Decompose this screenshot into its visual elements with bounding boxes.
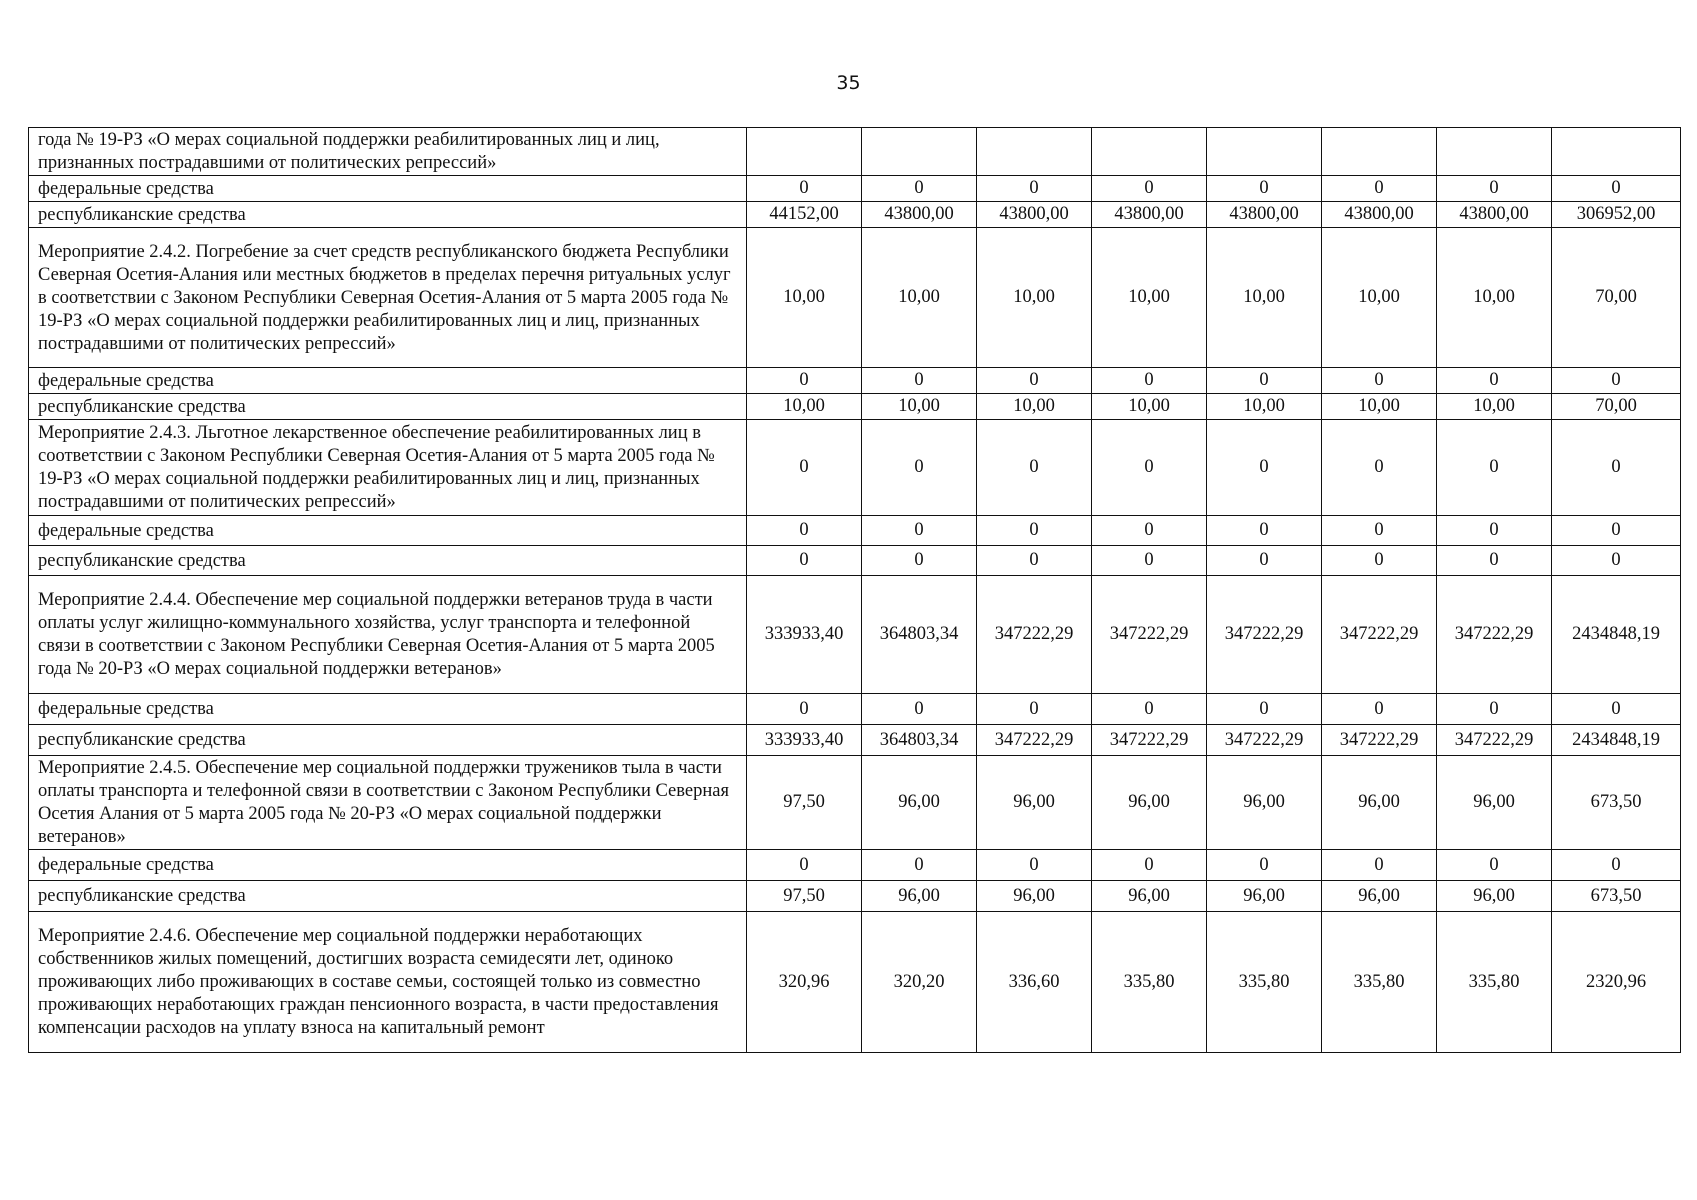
- year-value-cell: 0: [1092, 368, 1207, 394]
- year-value-cell: 0: [1092, 850, 1207, 881]
- table-body: [29, 128, 1681, 1053]
- year-value-cell: 0: [862, 516, 977, 546]
- year-value-cell: 96,00: [862, 881, 977, 912]
- year-value-cell: 10,00: [862, 228, 977, 368]
- page-number: 35: [836, 72, 861, 94]
- year-value-cell: 320,96: [747, 912, 862, 1053]
- year-value-cell: 10,00: [862, 394, 977, 420]
- year-value-cell: 0: [1092, 516, 1207, 546]
- year-value-cell: 43800,00: [977, 202, 1092, 228]
- year-value-cell: 0: [1322, 368, 1437, 394]
- year-value-cell: 96,00: [977, 756, 1092, 850]
- year-value-cell: 364803,34: [862, 725, 977, 756]
- total-cell: 0: [1552, 368, 1681, 394]
- year-value-cell: 43800,00: [1207, 202, 1322, 228]
- year-value-cell: 364803,34: [862, 576, 977, 694]
- year-value-cell: 10,00: [1437, 394, 1552, 420]
- row-label: федеральные средства: [29, 850, 747, 881]
- year-value-cell: 96,00: [1092, 756, 1207, 850]
- year-value-cell: 0: [862, 420, 977, 516]
- year-value-cell: 0: [862, 850, 977, 881]
- year-value-cell: 0: [747, 368, 862, 394]
- year-value-cell: 347222,29: [1322, 576, 1437, 694]
- year-value-cell: 97,50: [747, 756, 862, 850]
- year-value-cell: 97,50: [747, 881, 862, 912]
- measure-row: [29, 912, 1681, 1053]
- total-cell: [1552, 128, 1681, 176]
- year-value-cell: 96,00: [1437, 756, 1552, 850]
- year-value-cell: 0: [1207, 368, 1322, 394]
- total-cell: 306952,00: [1552, 202, 1681, 228]
- row-label: Мероприятие 2.4.4. Обеспечение мер социальной поддержки ветеранов труда в части оплаты услуг жилищно-коммунального хозяйства, услуг транспорта и телефонной связи в соответствии с Законом Республики Северная Осетия-Алания от 5 марта 2005 года № 20-РЗ «О мерах социальной поддержки ветеранов»: [29, 576, 747, 694]
- year-value-cell: [1322, 128, 1437, 176]
- year-value-cell: 10,00: [1322, 228, 1437, 368]
- year-value-cell: 0: [1207, 176, 1322, 202]
- year-value-cell: [862, 128, 977, 176]
- total-cell: 2434848,19: [1552, 725, 1681, 756]
- year-value-cell: 0: [1437, 850, 1552, 881]
- year-value-cell: 0: [977, 694, 1092, 725]
- year-value-cell: 333933,40: [747, 576, 862, 694]
- year-value-cell: 0: [1207, 420, 1322, 516]
- year-value-cell: 43800,00: [1092, 202, 1207, 228]
- year-value-cell: 347222,29: [1207, 725, 1322, 756]
- funding-source-row: [29, 850, 1681, 881]
- row-label: федеральные средства: [29, 176, 747, 202]
- total-cell: 0: [1552, 694, 1681, 725]
- year-value-cell: 0: [1322, 176, 1437, 202]
- total-cell: 2434848,19: [1552, 576, 1681, 694]
- year-value-cell: [1207, 128, 1322, 176]
- funding-source-row: [29, 516, 1681, 546]
- year-value-cell: 10,00: [1437, 228, 1552, 368]
- year-value-cell: 0: [1207, 850, 1322, 881]
- row-label: федеральные средства: [29, 694, 747, 725]
- year-value-cell: 96,00: [1207, 881, 1322, 912]
- year-value-cell: 0: [862, 694, 977, 725]
- row-label: Мероприятие 2.4.5. Обеспечение мер социальной поддержки тружеников тыла в части оплаты транспорта и телефонной связи в соответствии с Законом Республики Северная Осетия Алания от 5 марта 2005 года № 20-РЗ «О мерах социальной поддержки ветеранов»: [29, 756, 747, 850]
- year-value-cell: 0: [747, 694, 862, 725]
- year-value-cell: 0: [1207, 694, 1322, 725]
- row-label: республиканские средства: [29, 725, 747, 756]
- year-value-cell: 347222,29: [1322, 725, 1437, 756]
- total-cell: 673,50: [1552, 881, 1681, 912]
- total-cell: 673,50: [1552, 756, 1681, 850]
- total-cell: 0: [1552, 850, 1681, 881]
- row-label: Мероприятие 2.4.3. Льготное лекарственное обеспечение реабилитированных лиц в соответствии с Законом Республики Северная Осетия-Алания от 5 марта 2005 года № 19-РЗ «О мерах социальной поддержки реабилитированных лиц и лиц, признанных пострадавшими от политических репрессий»: [29, 420, 747, 516]
- row-label: Мероприятие 2.4.2. Погребение за счет средств республиканского бюджета Республики Северная Осетия-Алания или местных бюджетов в пределах перечня ритуальных услуг в соответствии с Законом Республики Северная Осетия-Алания от 5 марта 2005 года № 19-РЗ «О мерах социальной поддержки реабилитированных лиц и лиц, признанных пострадавшими от политических репрессий»: [29, 228, 747, 368]
- row-label: федеральные средства: [29, 516, 747, 546]
- year-value-cell: 0: [1437, 694, 1552, 725]
- year-value-cell: 96,00: [1207, 756, 1322, 850]
- year-value-cell: 0: [747, 850, 862, 881]
- measure-row: [29, 228, 1681, 368]
- year-value-cell: 335,80: [1207, 912, 1322, 1053]
- year-value-cell: 10,00: [747, 228, 862, 368]
- row-label: республиканские средства: [29, 881, 747, 912]
- year-value-cell: 43800,00: [1437, 202, 1552, 228]
- year-value-cell: 0: [862, 368, 977, 394]
- year-value-cell: 347222,29: [977, 725, 1092, 756]
- year-value-cell: 0: [977, 176, 1092, 202]
- year-value-cell: 0: [1437, 546, 1552, 576]
- row-label: федеральные средства: [29, 368, 747, 394]
- year-value-cell: 10,00: [1092, 394, 1207, 420]
- funding-source-row: [29, 725, 1681, 756]
- funding-source-row: [29, 546, 1681, 576]
- row-label: года № 19-РЗ «О мерах социальной поддержки реабилитированных лиц и лиц, признанных пострадавшими от политических репрессий»: [29, 128, 747, 176]
- total-cell: 70,00: [1552, 228, 1681, 368]
- year-value-cell: 10,00: [1322, 394, 1437, 420]
- year-value-cell: 96,00: [1092, 881, 1207, 912]
- year-value-cell: 0: [1092, 546, 1207, 576]
- total-cell: 0: [1552, 176, 1681, 202]
- year-value-cell: 44152,00: [747, 202, 862, 228]
- measure-row: [29, 756, 1681, 850]
- year-value-cell: 0: [1092, 694, 1207, 725]
- total-cell: 0: [1552, 546, 1681, 576]
- year-value-cell: [977, 128, 1092, 176]
- year-value-cell: 0: [977, 546, 1092, 576]
- year-value-cell: [747, 128, 862, 176]
- funding-source-row: [29, 368, 1681, 394]
- year-value-cell: 10,00: [1207, 228, 1322, 368]
- funding-source-row: [29, 694, 1681, 725]
- year-value-cell: 96,00: [1322, 881, 1437, 912]
- year-value-cell: 10,00: [1092, 228, 1207, 368]
- year-value-cell: 0: [1437, 420, 1552, 516]
- measure-row: [29, 420, 1681, 516]
- row-label: республиканские средства: [29, 546, 747, 576]
- year-value-cell: 333933,40: [747, 725, 862, 756]
- year-value-cell: 0: [1437, 368, 1552, 394]
- year-value-cell: 0: [1322, 546, 1437, 576]
- row-label: Мероприятие 2.4.6. Обеспечение мер социальной поддержки неработающих собственников жилых помещений, достигших возраста семидесяти лет, одиноко проживающих либо проживающих в составе семьи, состоящей только из совместно проживающих неработающих граждан пенсионного возраста, в части предоставления компенсации расходов на уплату взноса на капитальный ремонт: [29, 912, 747, 1053]
- total-cell: 0: [1552, 420, 1681, 516]
- funding-source-row: [29, 881, 1681, 912]
- year-value-cell: 0: [1437, 516, 1552, 546]
- year-value-cell: 0: [747, 420, 862, 516]
- year-value-cell: 0: [1207, 516, 1322, 546]
- year-value-cell: 0: [1322, 420, 1437, 516]
- measure-row: [29, 576, 1681, 694]
- row-label: республиканские средства: [29, 394, 747, 420]
- total-cell: 2320,96: [1552, 912, 1681, 1053]
- year-value-cell: 320,20: [862, 912, 977, 1053]
- total-cell: 70,00: [1552, 394, 1681, 420]
- year-value-cell: 336,60: [977, 912, 1092, 1053]
- year-value-cell: 347222,29: [1207, 576, 1322, 694]
- year-value-cell: 0: [1092, 420, 1207, 516]
- year-value-cell: 347222,29: [1092, 576, 1207, 694]
- year-value-cell: 0: [747, 546, 862, 576]
- year-value-cell: 0: [1437, 176, 1552, 202]
- year-value-cell: 347222,29: [977, 576, 1092, 694]
- year-value-cell: 0: [1322, 516, 1437, 546]
- year-value-cell: 43800,00: [862, 202, 977, 228]
- budget-table: [28, 127, 1681, 1053]
- year-value-cell: 335,80: [1437, 912, 1552, 1053]
- year-value-cell: 0: [747, 516, 862, 546]
- year-value-cell: 0: [862, 546, 977, 576]
- year-value-cell: [1092, 128, 1207, 176]
- year-value-cell: 0: [977, 850, 1092, 881]
- year-value-cell: 0: [1322, 694, 1437, 725]
- funding-source-row: [29, 202, 1681, 228]
- year-value-cell: 96,00: [1437, 881, 1552, 912]
- year-value-cell: 10,00: [747, 394, 862, 420]
- year-value-cell: 10,00: [977, 228, 1092, 368]
- year-value-cell: 335,80: [1322, 912, 1437, 1053]
- year-value-cell: 347222,29: [1437, 576, 1552, 694]
- year-value-cell: 43800,00: [1322, 202, 1437, 228]
- row-label: республиканские средства: [29, 202, 747, 228]
- year-value-cell: 0: [1092, 176, 1207, 202]
- year-value-cell: 10,00: [977, 394, 1092, 420]
- year-value-cell: 0: [977, 368, 1092, 394]
- year-value-cell: [1437, 128, 1552, 176]
- year-value-cell: 0: [977, 420, 1092, 516]
- year-value-cell: 0: [747, 176, 862, 202]
- year-value-cell: 0: [862, 176, 977, 202]
- year-value-cell: 335,80: [1092, 912, 1207, 1053]
- funding-source-row: [29, 394, 1681, 420]
- continuation-row: [29, 128, 1681, 176]
- year-value-cell: 96,00: [977, 881, 1092, 912]
- funding-source-row: [29, 176, 1681, 202]
- total-cell: 0: [1552, 516, 1681, 546]
- year-value-cell: 10,00: [1207, 394, 1322, 420]
- year-value-cell: 96,00: [1322, 756, 1437, 850]
- year-value-cell: 0: [1322, 850, 1437, 881]
- year-value-cell: 347222,29: [1437, 725, 1552, 756]
- year-value-cell: 347222,29: [1092, 725, 1207, 756]
- year-value-cell: 0: [977, 516, 1092, 546]
- year-value-cell: 0: [1207, 546, 1322, 576]
- year-value-cell: 96,00: [862, 756, 977, 850]
